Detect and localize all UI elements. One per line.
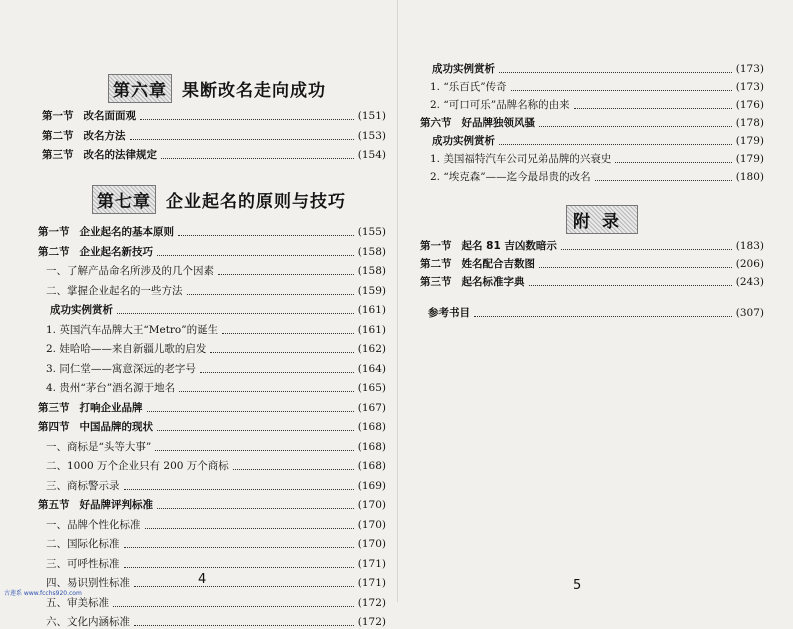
entry-page: (169): [357, 479, 386, 492]
toc-entry: [38, 243, 386, 259]
entry-title: 起名 81 吉凶数暗示: [461, 240, 557, 252]
toc-entry: [420, 255, 764, 271]
entry-page: (173): [735, 63, 764, 75]
leader-dots: [218, 274, 354, 275]
entry-page: (170): [357, 518, 386, 531]
toc-entry: [420, 273, 764, 289]
entry-page: (171): [357, 577, 386, 589]
entry-title: 改名面面观: [83, 110, 136, 122]
section-label: 第一节: [38, 226, 70, 238]
entry-title: 2. “埃克森”——迄今最昂贵的改名: [430, 171, 591, 183]
leader-dots: [134, 625, 354, 626]
entry-title: 二、1000 万个企业只有 200 万个商标: [46, 460, 229, 472]
toc-entry: [46, 516, 386, 532]
right-page: [398, 0, 793, 602]
entry-title: 一、商标是“头等大事”: [46, 440, 152, 453]
entry-page: (173): [735, 81, 764, 93]
toc-entry: [46, 477, 386, 493]
entry-title: 二、掌握企业起名的一些方法: [46, 284, 183, 297]
entry-title: 1. “乐百氏”传奇: [430, 81, 507, 93]
leader-dots: [113, 606, 354, 607]
toc-entry: [46, 535, 386, 551]
leader-dots: [179, 391, 354, 392]
section-label: 第五节: [38, 499, 70, 511]
entry-page: (172): [357, 616, 386, 628]
entry-page: (154): [357, 149, 386, 161]
entry-page: (167): [357, 401, 386, 414]
toc-entry: [430, 96, 764, 112]
entry-title: 好品牌独领风骚: [461, 117, 535, 129]
entry-title: 2. “可口可乐”品牌名称的由来: [430, 99, 570, 111]
entry-title: 参考书目: [428, 307, 470, 319]
leader-dots: [511, 90, 732, 91]
leader-dots: [134, 586, 354, 587]
entry-title: 3. 同仁堂——寓意深远的老字号: [46, 362, 196, 375]
entry-page: (170): [357, 538, 386, 550]
toc-entry: [38, 399, 386, 415]
entry-title: 改名的法律规定: [83, 149, 157, 161]
leader-dots: [539, 267, 732, 268]
leader-dots: [130, 139, 354, 140]
entry-title: 起名标准字典: [461, 276, 525, 288]
leader-dots: [529, 285, 732, 286]
leader-dots: [157, 255, 354, 256]
entry-title: 中国品牌的现状: [79, 421, 153, 433]
leader-dots: [499, 72, 732, 73]
toc-entry: [430, 78, 764, 94]
leader-dots: [124, 547, 354, 548]
toc-entry: [46, 340, 386, 356]
references-entry: [428, 304, 764, 320]
section-label: 第二节: [38, 245, 70, 258]
chapter-title: 果断改名走向成功: [182, 81, 326, 101]
toc-entry: [46, 574, 386, 590]
toc-entry: [46, 321, 386, 337]
entry-page: (164): [357, 362, 386, 375]
leader-dots: [210, 352, 353, 353]
entry-title: 姓名配合吉数图: [461, 258, 535, 270]
leader-dots: [222, 333, 354, 334]
entry-page: (206): [735, 258, 764, 270]
entry-title: 一、品牌个性化标准: [46, 518, 141, 531]
leader-dots: [187, 294, 354, 295]
entry-page: (180): [735, 171, 764, 183]
leader-dots: [539, 126, 732, 127]
leader-dots: [178, 235, 354, 236]
entry-page: (161): [357, 304, 386, 316]
leader-dots: [161, 158, 354, 159]
entry-page: (172): [357, 596, 386, 609]
leader-dots: [124, 567, 354, 568]
entry-title: 1. 美国福特汽车公司兄弟品牌的兴衰史: [430, 153, 612, 165]
toc-entry: [430, 150, 764, 166]
entry-page: (158): [357, 265, 386, 277]
entry-page: (153): [357, 129, 386, 142]
entry-title: 1. 英国汽车品牌大王“Metro”的诞生: [46, 323, 219, 336]
leader-dots: [157, 430, 354, 431]
leader-dots: [474, 316, 732, 317]
toc-entry: [38, 418, 386, 434]
toc-entry: [38, 496, 386, 512]
entry-page: (170): [357, 499, 386, 511]
entry-page: (159): [357, 284, 386, 297]
chapter-number: 第六章: [108, 74, 172, 103]
entry-title: 六、文化内涵标准: [46, 616, 130, 628]
entry-title: 企业起名新技巧: [79, 245, 153, 258]
toc-entry: [38, 223, 386, 239]
entry-title: 四、易识别性标准: [46, 577, 130, 589]
entry-title: 2. 娃哈哈——来自新疆儿歌的启发: [46, 343, 207, 355]
entry-page: (179): [735, 153, 764, 165]
entry-page: (171): [357, 557, 386, 570]
leader-dots: [595, 180, 732, 181]
entry-title: 二、国际化标准: [46, 538, 120, 550]
entry-title: 成功实例赏析: [432, 135, 495, 147]
entry-page: (307): [735, 307, 764, 319]
leader-dots: [117, 313, 354, 314]
section-label: 第一节: [420, 240, 452, 252]
leader-dots: [233, 469, 354, 470]
section-label: 第四节: [38, 421, 70, 433]
leader-dots: [124, 489, 354, 490]
entry-page: (162): [357, 343, 386, 355]
toc-entry: [432, 132, 764, 148]
section-label: 第三节: [42, 149, 74, 161]
toc-entry: [42, 146, 386, 162]
toc-entry: [46, 457, 386, 473]
leader-dots: [140, 119, 354, 120]
entry-page: (168): [357, 421, 386, 433]
entry-title: 三、可呼性标准: [46, 557, 120, 570]
entry-title: 好品牌评判标准: [79, 499, 153, 511]
page-number: 4: [198, 572, 207, 587]
entry-page: (151): [357, 110, 386, 122]
section-label: 第二节: [42, 129, 74, 142]
leader-dots: [145, 528, 354, 529]
entry-page: (168): [357, 440, 386, 453]
entry-page: (168): [357, 460, 386, 472]
watermark: 古莲系 www.fcchs920.com: [4, 590, 82, 597]
chapter-7-heading: [92, 185, 346, 214]
section-label: 第三节: [420, 276, 452, 288]
toc-entry: [46, 360, 386, 376]
entry-page: (165): [357, 382, 386, 394]
entry-page: (158): [357, 245, 386, 258]
leader-dots: [615, 162, 731, 163]
leader-dots: [499, 144, 732, 145]
appendix-heading: 附录: [566, 205, 638, 234]
toc-entry: [42, 107, 386, 123]
toc-entry: [46, 555, 386, 571]
toc-entry: [46, 438, 386, 454]
leader-dots: [155, 450, 354, 451]
entry-title: 企业起名的基本原则: [79, 226, 174, 238]
leader-dots: [561, 249, 732, 250]
toc-entry: [430, 168, 764, 184]
entry-page: (243): [735, 276, 764, 288]
entry-title: 4. 贵州“茅台”酒名源于地名: [46, 382, 176, 394]
entry-page: (176): [735, 99, 764, 111]
entry-page: (161): [357, 323, 386, 336]
entry-page: (179): [735, 135, 764, 147]
toc-entry: [50, 301, 386, 317]
section-label: 第六节: [420, 117, 452, 129]
chapter-title: 企业起名的原则与技巧: [166, 192, 346, 212]
toc-entry: [420, 237, 764, 253]
section-label: 第一节: [42, 110, 74, 122]
entry-title: 打响企业品牌: [79, 401, 143, 414]
leader-dots: [147, 411, 354, 412]
entry-title: 三、商标警示录: [46, 479, 120, 492]
entry-page: (183): [735, 240, 764, 252]
entry-title: 五、审美标准: [46, 596, 109, 609]
entry-title: 成功实例赏析: [432, 63, 495, 75]
toc-entry: [46, 282, 386, 298]
chapter-6-heading: [108, 74, 326, 103]
entry-page: (155): [357, 226, 386, 238]
entry-title: 成功实例赏析: [50, 304, 113, 316]
entry-title: 一、了解产品命名所涉及的几个因素: [46, 265, 214, 277]
toc-entry: [42, 127, 386, 143]
leader-dots: [157, 508, 354, 509]
entry-title: 改名方法: [83, 129, 126, 142]
leader-dots: [200, 372, 354, 373]
leader-dots: [574, 108, 732, 109]
page-number: 5: [573, 578, 582, 593]
toc-entry: [46, 613, 386, 629]
toc-entry: [46, 262, 386, 278]
toc-entry: [46, 379, 386, 395]
toc-entry: [432, 60, 764, 76]
section-label: 第三节: [38, 401, 70, 414]
section-label: 第二节: [420, 258, 452, 270]
entry-page: (178): [735, 117, 764, 129]
chapter-number: 第七章: [92, 185, 156, 214]
toc-entry: [420, 114, 764, 130]
